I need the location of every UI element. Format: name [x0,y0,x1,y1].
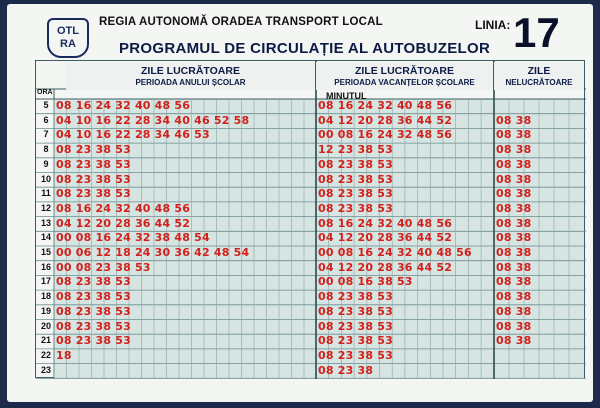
hour-label: 17 [40,276,51,287]
minutes-school: 00 06 12 18 24 30 36 42 48 54 [56,246,250,259]
timetable-card [7,4,593,402]
hour-label: 13 [40,217,51,228]
minutes-vacation: 04 12 20 28 36 44 52 [318,113,453,127]
hour-label: 16 [40,261,51,272]
otl-logo [47,18,89,58]
hour-label: 8 [43,144,49,155]
minutes-weekend: 08 38 [496,275,532,289]
hour-label: 11 [41,188,51,199]
section-title-vacation: ZILE LUCRĂTOARE [355,65,454,77]
minutes-vacation: 08 23 38 [318,363,374,377]
minutes-school: 08 23 38 53 [56,157,131,171]
section-subtitle-weekend: NELUCRĂTOARE [505,78,573,87]
minutes-weekend: 08 38 [496,172,532,186]
minutes-weekend: 08 38 [496,143,532,157]
minutes-school: 04 10 16 22 28 34 40 46 52 58 [56,113,250,127]
company-name: REGIA AUTONOMĂ ORADEA TRANSPORT LOCAL [99,16,383,28]
line-label: LINIA: [475,18,511,32]
hour-label: 19 [40,305,51,316]
section-subtitle-vacation: PERIOADA VACANȚELOR ȘCOLARE [334,78,475,87]
minutes-school: 04 12 20 28 36 44 52 [56,216,191,230]
minutes-vacation: 00 08 16 38 53 [318,275,413,289]
minutes-weekend: 08 38 [496,187,532,201]
hour-label: 6 [43,114,49,125]
section-header-weekend [494,62,584,90]
minutes-weekend: 08 38 [496,304,532,318]
minutes-weekend: 08 38 [496,216,532,230]
minutes-vacation: 12 23 38 53 [318,143,393,157]
page-title: PROGRAMUL DE CIRCULAȚIE AL AUTOBUZELOR [119,40,491,57]
hour-label: 15 [40,247,51,257]
minutes-vacation: 08 23 38 53 [318,157,393,171]
minutes-vacation: 08 23 38 53 [318,290,393,304]
minutes-vacation: 08 16 24 32 40 48 56 [318,99,453,112]
hour-label: 14 [40,232,51,243]
hour-label: 22 [40,349,51,360]
minutes-weekend: 08 38 [496,334,532,348]
minutes-weekend: 08 38 [496,157,532,171]
minutes-vacation: 08 23 38 53 [318,334,393,348]
schedule-grid [35,60,585,378]
minutes-vacation: 08 16 24 32 40 48 56 [318,216,453,230]
minutes-weekend: 08 38 [496,290,532,304]
minutes-school: 04 10 16 22 28 34 46 53 [56,128,210,142]
minutes-vacation: 08 23 38 53 [318,201,393,215]
hour-label: 7 [43,129,49,140]
minutes-school: 08 23 38 53 [56,275,131,289]
logo-line1: OTL [57,25,79,37]
minutes-weekend: 08 38 [496,319,532,333]
minutes-school: 08 16 24 32 40 48 56 [56,201,191,215]
minutes-weekend: 08 38 [496,260,532,274]
minutul-label: MINUTUL [326,91,367,101]
logo-line2: RA [60,38,76,50]
minutes-school: 08 23 38 53 [56,143,131,157]
minutes-school: 08 23 38 53 [56,319,131,333]
hour-label: 18 [40,291,51,302]
minutes-school: 08 23 38 53 [56,290,131,304]
minutes-weekend: 08 38 [496,201,532,215]
minutes-school: 08 23 38 53 [56,172,131,186]
line-number: 17 [513,9,560,56]
minutes-vacation: 04 12 20 28 36 44 52 [318,260,453,274]
minutes-vacation: 08 23 38 53 [318,172,393,186]
hour-label: 9 [43,158,49,169]
section-subtitle-school: PERIOADA ANULUI ȘCOLAR [135,78,246,87]
minutes-school: 00 08 16 24 32 38 48 54 [56,231,210,245]
minutes-vacation: 04 12 20 28 36 44 52 [318,231,453,245]
minutes-school: 18 [56,348,72,362]
hour-label: 20 [40,320,51,331]
section-header-vacation [316,62,494,90]
section-title-weekend: ZILE [527,65,551,77]
minutes-school: 08 16 24 32 40 48 56 [56,99,191,112]
hour-label: 23 [40,364,51,375]
minutes-weekend: 08 38 [496,113,532,127]
minutes-vacation: 08 23 38 53 [318,319,393,333]
section-header-school [66,62,316,90]
section-title-school: ZILE LUCRĂTOARE [141,65,240,77]
minutes-vacation: 08 23 38 53 [318,187,393,201]
hour-label: 21 [40,335,51,346]
hour-label: 12 [40,202,51,213]
minutes-vacation: 08 23 38 53 [318,348,393,362]
minutes-weekend: 08 38 [496,128,532,142]
minutes-school: 08 23 38 53 [56,304,131,318]
hour-label: 5 [43,100,49,110]
minutes-school: 08 23 38 53 [56,334,131,348]
minutes-school: 00 08 23 38 53 [56,260,151,274]
minutes-school: 08 23 38 53 [56,187,131,201]
ora-label: ORA [37,89,53,96]
minutes-vacation: 08 23 38 53 [318,304,393,318]
hour-label: 10 [40,173,51,184]
minutes-weekend: 08 38 [496,246,532,259]
minutes-vacation: 00 08 16 24 32 40 48 56 [318,246,472,259]
minutes-vacation: 00 08 16 24 32 48 56 [318,128,453,142]
minutes-weekend: 08 38 [496,231,532,245]
